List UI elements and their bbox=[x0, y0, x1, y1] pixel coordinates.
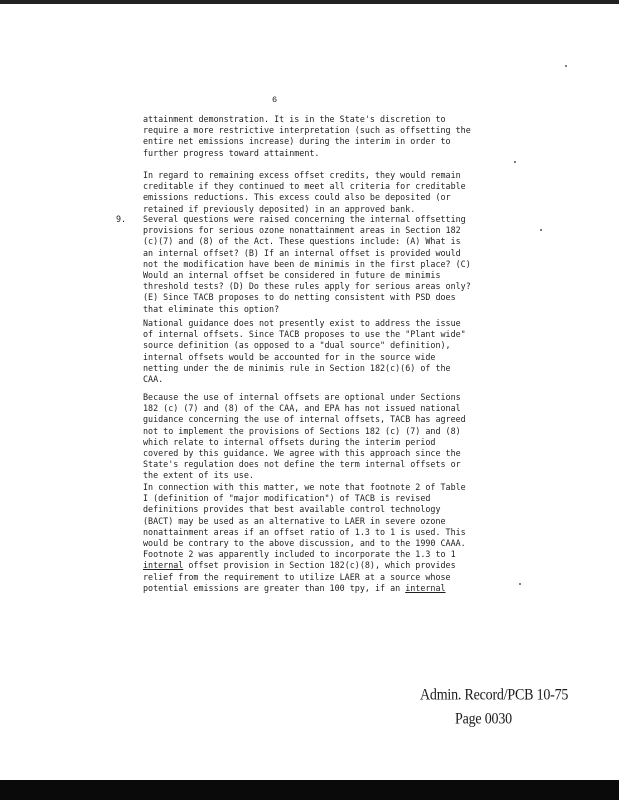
item-number: 9. bbox=[116, 214, 127, 224]
scan-speck bbox=[514, 161, 516, 163]
paragraph-footnote-part-a: In connection with this matter, we note that footnote 2 of Table I (definition of "major modification") of TACB is revised definitions provides that best available control technology (BACT) may be used as an alternative to LAER in severe ozone nonattainment areas if an offset ratio of 1.3 to 1 is used. This would be contrary to the above discussion, and to the 1990 CAAA. Footnote 2 was apparently included to incorporate the 1.3 to 1 bbox=[143, 482, 466, 560]
paragraph-national-guidance: National guidance does not presently exist to address the issue of internal offsets. Since TACB proposes to use the "Plant wide" source definition (as opposed to a "dual source" definition), internal offsets would be accounted for in the source wide netting under the de minimis rule in Section 182(c)(6) of the CAA. bbox=[143, 318, 466, 385]
paragraph-footnote-part-b: offset provision in Section 182(c)(8), which provides relief from the requirement to utilize LAER at a source whose potential emissions are greater than 100 tpy, if an bbox=[143, 560, 456, 593]
paragraph-internal-offset-questions: Several questions were raised concerning the internal offsetting provisions for serious ozone nonattainment areas in Section 182 (c)(7) and (8) of the Act. These questions include: (A) What is an internal offset? (B) If an internal offset is provided would not the modification have been de minimis in the first place? (C) Would an internal offset be considered in future de minimis threshold tests? (D) Do these rules apply for serious areas only? (E) Since TACB proposes to do netting consistent with PSD does that eliminate this option? bbox=[143, 214, 471, 314]
scan-speck bbox=[540, 229, 542, 231]
page-stamp: Page 0030 bbox=[455, 710, 512, 729]
paragraph-attainment: attainment demonstration. It is in the State's discretion to require a more restrictive interpretation (such as offsetting the entire net emissions increase) during the interim in order to further progress toward attainment. bbox=[143, 114, 471, 158]
underlined-internal-2: internal bbox=[405, 582, 446, 593]
admin-record-stamp: Admin. Record/PCB 10-75 bbox=[420, 686, 569, 705]
scan-speck bbox=[519, 583, 521, 585]
scan-top-edge bbox=[0, 0, 619, 4]
paragraph-excess-offsets: In regard to remaining excess offset credits, they would remain creditable if they continued to meet all criteria for creditable emissions reductions. This excess could also be deposited (or retained if previously deposited) in an approved bank. bbox=[143, 170, 466, 214]
paragraph-optional-offsets: Because the use of internal offsets are optional under Sections 182 (c) (7) and (8) of the CAA, and EPA has not issued national guidance concerning the use of internal offsets, TACB has agreed not to implement the provisions of Sections 182 (c) (7) and (8) which relate to internal offsets during the interim period covered by this guidance. We agree with this approach since the State's regulation does not define the term internal offsets or the extent of its use. bbox=[143, 392, 466, 481]
paragraph-footnote-discussion bbox=[143, 482, 515, 594]
page-number: 6 bbox=[272, 95, 278, 105]
underlined-internal-1: internal bbox=[143, 560, 184, 571]
scan-speck bbox=[565, 65, 567, 67]
scan-bottom-edge bbox=[0, 780, 619, 800]
